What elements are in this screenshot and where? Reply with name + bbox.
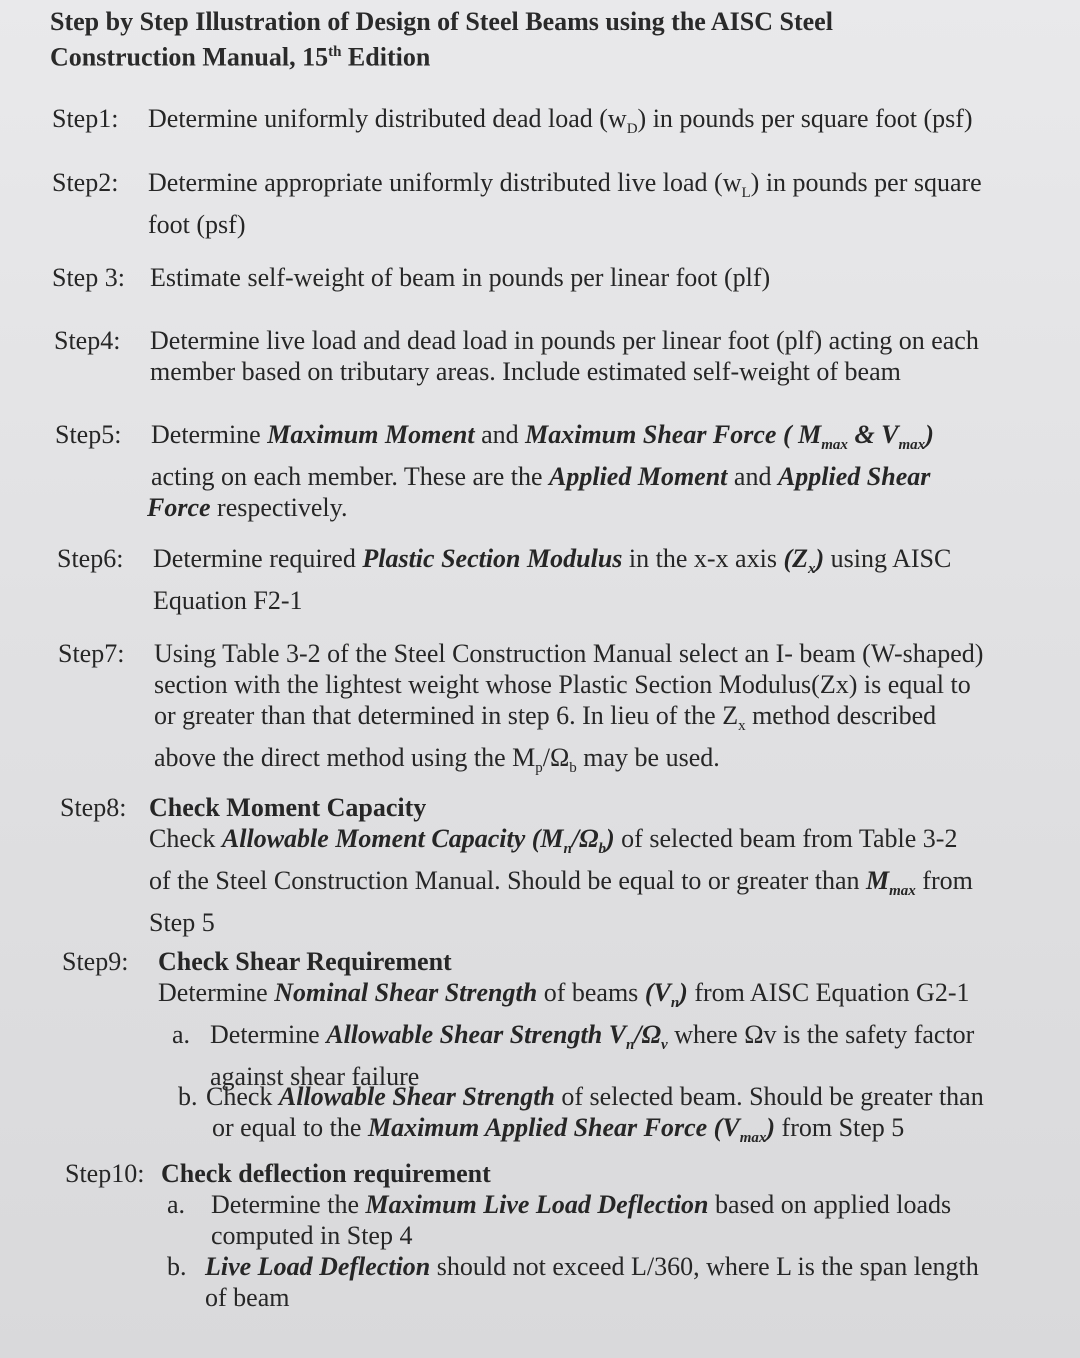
list-marker: b.	[167, 1252, 187, 1281]
step-label: Step8:	[60, 793, 127, 822]
step-label: Step1:	[52, 104, 119, 133]
step-label: Step10:	[65, 1159, 145, 1188]
subscript: max	[821, 437, 848, 454]
step-label: Step6:	[57, 544, 124, 573]
step-text: method described	[745, 701, 937, 730]
step-text: ) in pounds per square foot (psf)	[637, 104, 973, 133]
list-item	[158, 1019, 1058, 1092]
title-line-1: Step by Step Illustration of Design of Steel Beams using the AISC Steel	[50, 7, 833, 36]
document-title	[50, 6, 1010, 73]
step-label: Step4:	[54, 326, 121, 355]
step-heading: Check Moment Capacity	[149, 793, 427, 822]
step-text: member based on tributary areas. Include estimated self-weight of beam	[150, 357, 901, 386]
step-body	[148, 167, 1048, 240]
title-text-end: Edition	[341, 42, 431, 72]
term-text: /Ω	[571, 824, 599, 853]
step-text: Determine live load and dead load in pounds per linear foot (plf) acting on each	[150, 326, 979, 355]
step-text: Determine	[158, 978, 275, 1007]
term-text: )	[815, 544, 825, 573]
title-text: Construction Manual, 15	[50, 42, 329, 72]
subscript: L	[741, 185, 751, 202]
term-maximum-applied-shear: Maximum Applied Shear Force (V	[367, 1113, 740, 1143]
step-text: and	[727, 462, 778, 492]
subscript: b	[598, 841, 606, 858]
subscript: n	[563, 841, 572, 858]
subscript: n	[626, 1037, 635, 1054]
list-item	[158, 1081, 1058, 1147]
list-marker: a.	[167, 1190, 186, 1219]
step-text: Determine	[210, 1020, 327, 1050]
step-text: of selected beam. Should be greater than	[554, 1082, 984, 1112]
step-text: respectively.	[210, 493, 348, 523]
subscript: x	[738, 718, 746, 735]
term-text: )	[766, 1113, 776, 1143]
step-text: Determine the	[211, 1190, 366, 1219]
step-text: based on applied loads	[708, 1190, 952, 1219]
term-m: M	[866, 866, 890, 896]
step-text: of beams	[537, 978, 645, 1007]
step-text: using AISC	[824, 544, 952, 573]
title-line-2	[50, 37, 1010, 73]
step-text: Check	[206, 1082, 279, 1112]
term-allowable-moment: Allowable Moment Capacity (M	[221, 824, 564, 853]
title-superscript: th	[328, 44, 342, 60]
term-text: (Z	[783, 544, 808, 573]
step-text: of selected beam from Table 3-2	[614, 824, 958, 853]
subscript: n	[670, 995, 680, 1012]
step-text: Equation F2-1	[153, 586, 303, 616]
step-text: against shear failure	[210, 1062, 420, 1092]
step-body	[154, 638, 1054, 784]
subscript: b	[569, 760, 577, 777]
step-text: from	[915, 866, 973, 896]
step-text: in the x-x axis	[622, 544, 784, 573]
step-body	[153, 543, 1053, 616]
step-text: Estimate self-weight of beam in pounds per linear foot (plf)	[150, 263, 771, 292]
term-text: )	[925, 420, 934, 449]
step-text: Step 5	[149, 908, 215, 938]
step-text: Using Table 3-2 of the Steel Construction Manual select an I- beam (W-shaped)	[154, 639, 984, 668]
step-body	[150, 325, 1050, 387]
step-text: ) in pounds per square	[750, 168, 982, 197]
step-label: Step9:	[62, 947, 129, 976]
term-text: & V	[847, 420, 899, 449]
step-text: Determine appropriate uniformly distributed live load (w	[148, 168, 742, 197]
step-text: of beam	[205, 1283, 290, 1312]
term-max-live-load-deflection: Maximum Live Load Deflection	[365, 1190, 709, 1219]
step-text: above the direct method using the M	[154, 743, 536, 773]
step-text: from Step 5	[775, 1113, 905, 1143]
step-text: Check	[149, 824, 222, 853]
list-item-text	[211, 1189, 951, 1251]
subscript: p	[535, 760, 543, 777]
subscript: max	[889, 883, 916, 900]
list-marker: a.	[172, 1020, 191, 1050]
step-label: Step 3:	[52, 263, 125, 292]
list-item-text	[205, 1251, 979, 1313]
subscript: v	[661, 1037, 668, 1054]
term-text: /Ω	[634, 1020, 662, 1050]
step-heading: Check deflection requirement	[161, 1159, 491, 1188]
step-text: from AISC Equation G2-1	[687, 978, 970, 1007]
step-text: may be used.	[576, 743, 720, 773]
step-body	[148, 103, 1048, 145]
step-body	[149, 792, 1049, 938]
term-nominal-shear: Nominal Shear Strength	[274, 978, 538, 1007]
term-applied-moment: Applied Moment	[549, 462, 728, 492]
term-maximum-shear: Maximum Shear Force ( M	[525, 420, 822, 449]
step-text: or equal to the	[212, 1113, 368, 1143]
step-text: and	[474, 420, 526, 449]
term-text: )	[679, 978, 688, 1007]
subscript: D	[626, 121, 638, 138]
step-label: Step2:	[52, 168, 119, 197]
step-text: Determine	[151, 420, 268, 449]
list-item-text	[206, 1081, 984, 1154]
step-text: /Ω	[542, 743, 570, 773]
list-item	[161, 1189, 1061, 1251]
step-text: where Ωv is the safety factor	[667, 1020, 975, 1050]
step-text: computed in Step 4	[211, 1221, 413, 1250]
term-text: (V	[644, 978, 671, 1007]
term-force: Force	[147, 493, 211, 523]
step-text: or greater than that determined in step 6. In lieu of the Z	[154, 701, 739, 730]
term-applied-shear: Applied Shear	[777, 462, 931, 492]
term-allowable-shear: Allowable Shear Strength	[278, 1082, 555, 1112]
term-live-load-deflection: Live Load Deflection	[205, 1252, 431, 1281]
step-label: Step5:	[55, 420, 122, 449]
step-text: Determine uniformly distributed dead load (w	[148, 104, 627, 133]
term-maximum-moment: Maximum Moment	[267, 420, 475, 449]
term-plastic-section-modulus: Plastic Section Modulus	[362, 544, 623, 573]
step-text: of the Steel Construction Manual. Should be equal to or greater than	[149, 866, 866, 896]
list-item	[161, 1251, 1061, 1313]
step-text: section with the lightest weight whose Plastic Section Modulus(Zx) is equal to	[154, 670, 971, 699]
step-label: Step7:	[58, 639, 125, 668]
list-marker: b.	[178, 1082, 198, 1112]
step-text: acting on each member. These are the	[151, 462, 550, 492]
step-heading: Check Shear Requirement	[158, 947, 452, 976]
step-body	[147, 419, 1051, 523]
step-body	[158, 946, 1058, 1147]
subscript: x	[807, 561, 816, 578]
step-text: should not exceed L/360, where L is the span length	[430, 1252, 979, 1281]
term-allowable-shear: Allowable Shear Strength V	[326, 1020, 627, 1050]
step-body	[161, 1158, 1061, 1313]
term-text: )	[606, 824, 615, 853]
step-body	[150, 262, 1050, 293]
subscript: max	[898, 437, 926, 454]
step-text: Determine required	[153, 544, 363, 573]
step-text: foot (psf)	[148, 210, 246, 240]
subscript: max	[739, 1130, 767, 1147]
